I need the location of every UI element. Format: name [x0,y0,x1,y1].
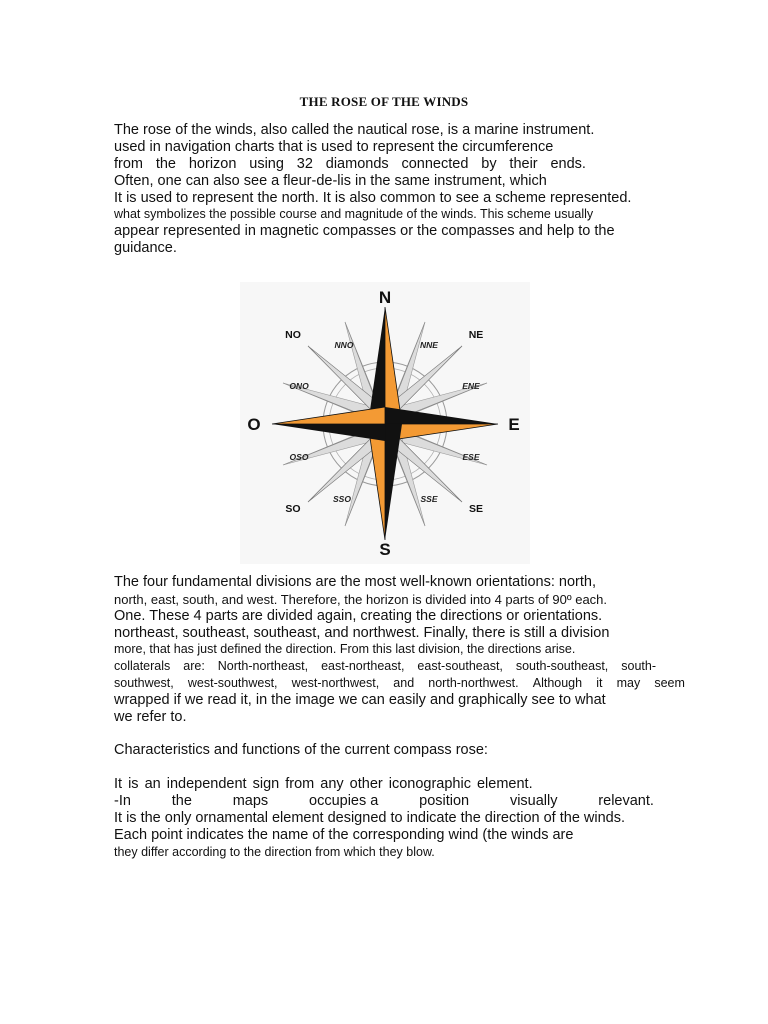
divisions-line-4: northeast, southeast, southeast, and northwest. Finally, there is still a division [114,625,610,641]
divisions-line-3: One. These 4 parts are divided again, creating the directions or orientations. [114,608,603,624]
characteristic-3: It is the only ornamental element designed to indicate the direction of the winds. [114,810,626,826]
intro-line-3: from the horizon using 32 diamonds connected by their ends. [114,156,586,172]
label-o: O [247,415,261,434]
intro-line-5: It is used to represent the north. It is also common to see a scheme represented. [114,190,632,206]
label-nno: NNO [334,340,354,350]
intro-line-4: Often, one can also see a fleur-de-lis in the same instrument, which [114,173,547,189]
intro-line-7: appear represented in magnetic compasses or the compasses and help to the [114,223,615,239]
label-sso: SSO [333,494,351,504]
intro-line-8: guidance. [114,240,177,256]
label-so: SO [285,503,301,515]
divisions-line-7: southwest, west-southwest, west-northwest, and north-northwest. Although it may seem [114,676,685,690]
label-ne: NE [468,329,484,341]
label-e: E [508,415,520,434]
label-ene: ENE [462,381,480,391]
intro-line-6: what symbolizes the possible course and magnitude of the winds. This scheme usually [114,207,594,221]
characteristics-heading: Characteristics and functions of the current compass rose: [114,742,488,758]
divisions-line-5: more, that has just defined the direction. From this last division, the directions arise. [114,642,576,656]
intro-line-2: used in navigation charts that is used to represent the circumference [114,139,554,155]
characteristic-2: -In the maps occupies a position visually relevant. [114,793,654,809]
divisions-line-6: collaterals are: North-northeast, east-northeast, east-southeast, south-southeast, south- [114,659,656,673]
divisions-line-9: we refer to. [114,709,187,725]
divisions-line-8: wrapped if we read it, in the image we can easily and graphically see to what [114,692,606,708]
label-sse: SSE [420,494,438,504]
intro-line-1: The rose of the winds, also called the nautical rose, is a marine instrument. [114,122,595,138]
label-nne: NNE [420,340,438,350]
compass-rose-figure [240,282,530,564]
label-ono: ONO [289,381,309,391]
divisions-line-1: The four fundamental divisions are the most well-known orientations: north, [114,574,596,590]
label-oso: OSO [289,452,309,462]
characteristic-4: Each point indicates the name of the corresponding wind (the winds are [114,827,574,843]
divisions-line-2: north, east, south, and west. Therefore, the horizon is divided into 4 parts of 90º each. [114,592,608,607]
document-title: THE ROSE OF THE WINDS [299,94,469,109]
label-no: NO [285,329,301,341]
label-se: SE [468,503,484,515]
label-ese: ESE [462,452,480,462]
characteristic-5: they differ according to the direction from which they blow. [114,845,435,859]
label-s: S [379,540,391,559]
compass-rose-icon [240,282,530,564]
label-n: N [378,288,392,307]
characteristic-1: It is an independent sign from any other iconographic element. [114,776,533,792]
